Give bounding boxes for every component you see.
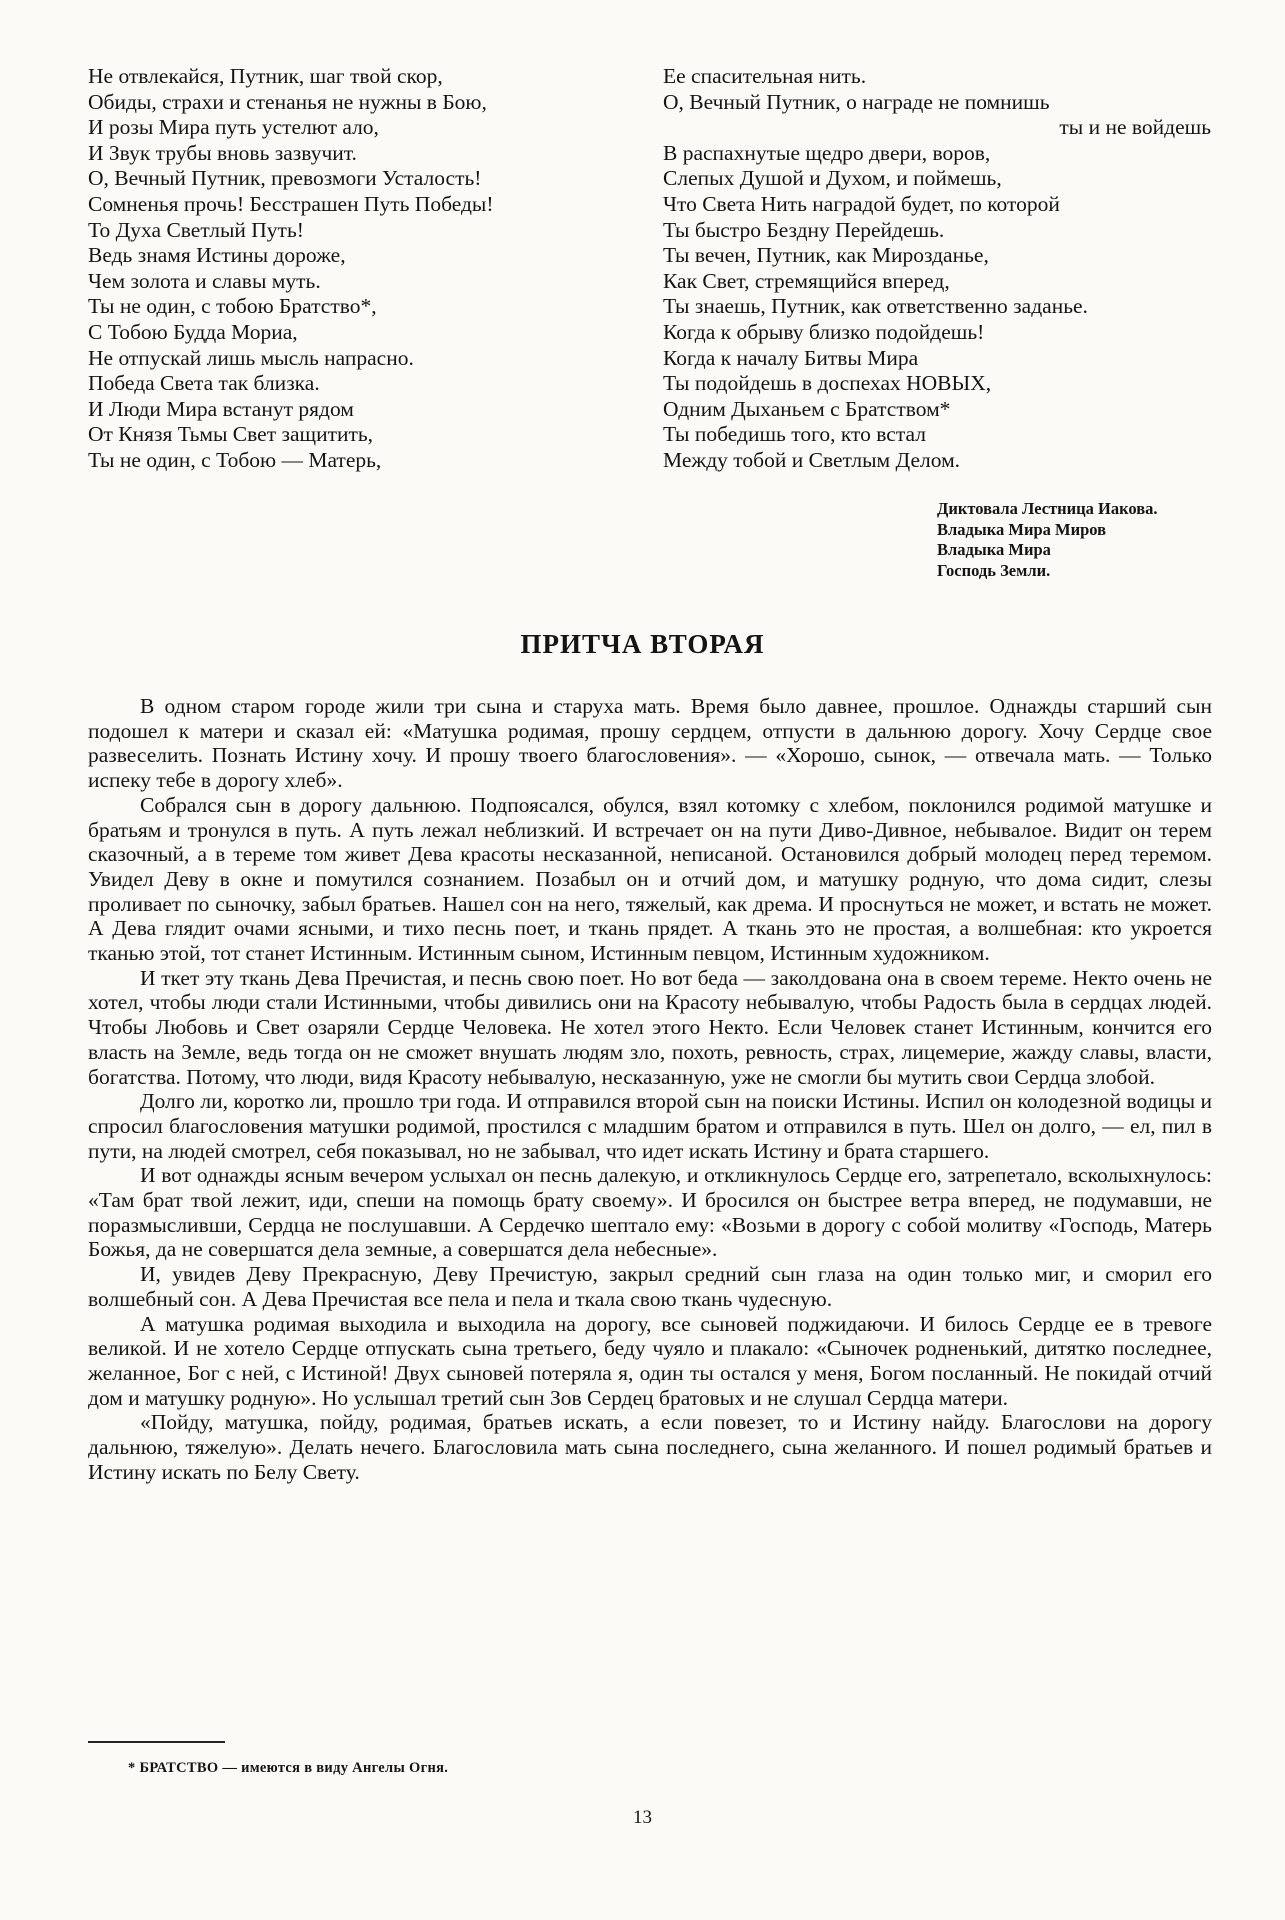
poem-line: Когда к началу Битвы Мира <box>663 345 919 370</box>
paragraph: И, увидев Деву Прекрасную, Деву Пречистую, закрыл средний сын глаза на один только миг, и сморил его волшебный сон. А Дева Пречистая все пела и пела и ткала свою ткань чудесную. <box>88 1262 1212 1311</box>
paragraph: Долго ли, коротко ли, прошло три года. И отправился второй сын на поиски Истины. Испил он колодезной водицы и спросил благословения матушки родимой, простился с младшим братом и отправился в путь. Шел он долго, — ел, пил в пути, на людей смотрел, себя показывал, но не забывал, что идет искать Истину и брата старшего. <box>88 1089 1212 1163</box>
poem-line: Обиды, страхи и стенанья не нужны в Бою, <box>88 89 487 114</box>
poem-line: Ты знаешь, Путник, как ответственно заданье. <box>663 294 1088 319</box>
poem-line: Не отвлекайся, Путник, шаг твой скор, <box>88 64 443 88</box>
poem-line: Чем золота и славы муть. <box>88 268 321 293</box>
poem-line: Ты не один, с Тобою — Матерь, <box>88 447 382 472</box>
signature-line: Владыка Мира <box>937 540 1051 559</box>
poem-line: Ведь знамя Истины дороже, <box>88 243 346 268</box>
poem-line: И Звук трубы вновь зазвучит. <box>88 140 357 165</box>
poem-line: Как Свет, стремящийся вперед, <box>663 268 950 293</box>
section-title: ПРИТЧА ВТОРАЯ <box>520 629 765 659</box>
paragraph: И ткет эту ткань Дева Пречистая, и песнь свою поет. Но вот беда — заколдована она в своем тереме. Некто очень не хотел, чтобы люди стали Истинными, чтобы дивились они на Красоту небывалую, чтобы Радость была в сердцах людей. Чтобы Любовь и Свет озаряли Сердце Человека. Не хотел этого Некто. Если Человек станет Истинным, кончится его власть на Земле, ведь тогда он не сможет внушать людям зло, похоть, ревность, страх, лицемерие, жажду славы, власти, богатства. Потому, что люди, видя Красоту небывалую, несказанную, уже не смогли бы мутить свои Сердца злобой. <box>88 965 1212 1089</box>
signature-line: Владыка Мира Миров <box>937 519 1107 539</box>
page-number: 13 <box>633 1807 652 1828</box>
poem-line: Между тобой и Светлым Делом. <box>663 447 961 472</box>
paragraph: В одном старом городе жили три сына и старуха мать. Время было давнее, прошлое. Однажды старший сын подошел к матери и сказал ей: «Матушка родимая, прошу сердцем, отпусти в дальнюю дорогу. Хочу Сердце свое развеселить. Познать Истину хочу. И прошу твоего благословения». — «Хорошо, сынок, — отвечала мать. — Только испеку тебе в дорогу хлеб». <box>88 694 1212 793</box>
paragraph: И вот однажды ясным вечером услыхал он песнь далекую, и откликнулось Сердце его, затрепетало, всколыхнулось: «Там брат твой лежит, иди, спеши на помощь брату своему». И бросился он быстрее ветра вперед, не подумавши, не поразмысливши, Сердца не послушавши. А Сердечко шептало ему: «Возьми в дорогу с собой молитву «Господь, Матерь Божья, да не совершатся дела земные, а совершатся дела небесные». <box>88 1163 1212 1262</box>
poem-line: Ты быстро Бездну Перейдешь. <box>663 217 945 242</box>
poem-line: В распахнутые щедро двери, воров, <box>663 140 991 165</box>
poem-line: С Тобою Будда Мориа, <box>88 319 298 344</box>
poem-line: Ты вечен, Путник, как Мирозданье, <box>663 243 989 268</box>
poem-line: Ее спасительная нить. <box>663 64 867 88</box>
poem-line: То Духа Светлый Путь! <box>88 217 304 242</box>
dictation-signature <box>937 499 1237 581</box>
paragraph: Собрался сын в дорогу дальнюю. Подпоясался, обулся, взял котомку с хлебом, поклонился родимой матушке и братьям и тронулся в путь. А путь лежал неблизкий. И встречает он на пути Диво-Дивное, небывалое. Видит он терем сказочный, а в тереме том живет Дева красоты несказанной, неписаной. Остановился добрый молодец перед теремом. Увидел Деву в окне и помутился сознанием. Позабыл он и отчий дом, и матушку родную, что дома сидит, слезы проливает по сыночку, забыл братьев. Нашел сон на него, тяжелый, как дрема. И проснуться не может, и встать не может. А Дева глядит очами ясными, и тихо песнь поет, и ткань прядет. А ткань это не простая, а волшебная: кто укроется тканью этой, тот станет Истинным. Истинным сыном, Истинным певцом, Истинным художником. <box>88 792 1212 966</box>
poem-line: Ты победишь того, кто встал <box>663 422 926 447</box>
poem-left-column <box>88 64 658 474</box>
footnote: * БРАТСТВО — имеются в виду Ангелы Огня. <box>128 1760 449 1776</box>
paragraph: «Пойду, матушка, пойду, родимая, братьев искать, а если повезет, то и Истину найду. Благослови на дорогу дальнюю, тяжелую». Делать нечего. Благословила мать сына последнего, сына желанного. И пошел родимый братьев и Истину искать по Белу Свету. <box>88 1410 1212 1484</box>
poem-line: И розы Мира путь устелют ало, <box>88 115 379 140</box>
footnote-divider <box>88 1741 225 1743</box>
poem-line: Сомненья прочь! Бесстрашен Путь Победы! <box>88 191 494 216</box>
poem-line: О, Вечный Путник, о награде не помнишь <box>663 89 1050 114</box>
poem-line: Не отпускай лишь мысль напрасно. <box>88 345 414 370</box>
poem-line: Одним Дыханьем с Братством* <box>663 396 951 421</box>
paragraph: А матушка родимая выходила и выходила на дорогу, все сыновей поджидаючи. И билось Сердце ее в тревоге великой. И не хотело Сердце отпускать сына третьего, беду чуяло и плакало: «Сыночек родненький, дитятко последнее, желанное, Бог с ней, с Истиной! Двух сыновей потеряла я, один ты остался у меня, Богом посланный. Не покидай отчий дом и матушку родную». Но услышал третий сын Зов Сердец братовых и не слушал Сердца матери. <box>88 1311 1212 1410</box>
parable-text <box>88 694 1212 1485</box>
poem-line: Что Света Нить наградой будет, по которой <box>663 191 1060 216</box>
signature-line: Господь Земли. <box>937 560 1051 580</box>
signature-line: Диктовала Лестница Иакова. <box>937 499 1158 518</box>
poem-line-continuation: ты и не войдешь <box>1059 115 1211 140</box>
poem-line: О, Вечный Путник, превозмоги Усталость! <box>88 166 482 191</box>
poem-line: Ты не один, с тобою Братство*, <box>88 294 377 319</box>
poem-line: От Князя Тьмы Свет защитить, <box>88 422 374 447</box>
poem-line: Слепых Душой и Духом, и поймешь, <box>663 166 1002 191</box>
poem-line: Победа Света так близка. <box>88 371 320 396</box>
poem-line: Когда к обрыву близко подойдешь! <box>663 319 985 344</box>
poem-right-column <box>663 64 1211 474</box>
poem-line: Ты подойдешь в доспехах НОВЫХ, <box>663 371 992 396</box>
poem-line: И Люди Мира встанут рядом <box>88 396 354 421</box>
